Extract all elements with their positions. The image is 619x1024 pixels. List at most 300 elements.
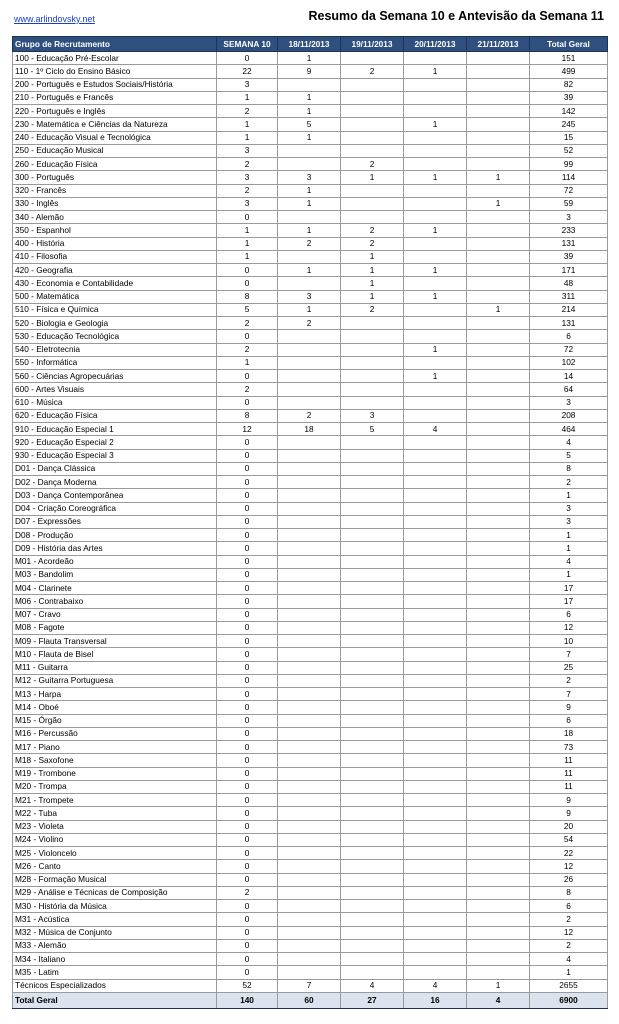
value-cell (278, 900, 341, 913)
value-cell (467, 886, 530, 899)
column-header: 19/11/2013 (341, 37, 404, 52)
value-cell: 1 (467, 197, 530, 210)
column-header: 18/11/2013 (278, 37, 341, 52)
value-cell: 25 (530, 661, 608, 674)
group-cell: M20 - Trompa (13, 780, 217, 793)
value-cell: 2 (530, 674, 608, 687)
value-cell: 3 (217, 144, 278, 157)
group-cell: 210 - Português e Francês (13, 91, 217, 104)
table-row (13, 727, 608, 740)
value-cell (341, 144, 404, 157)
value-cell: 0 (217, 608, 278, 621)
group-cell: M01 - Acordeão (13, 555, 217, 568)
value-cell (341, 197, 404, 210)
value-cell: 3 (217, 197, 278, 210)
value-cell: 2 (278, 317, 341, 330)
value-cell (341, 184, 404, 197)
group-cell: 430 - Economia e Contabilidade (13, 277, 217, 290)
value-cell: 0 (217, 900, 278, 913)
table-row (13, 184, 608, 197)
table-row (13, 462, 608, 475)
table-row (13, 674, 608, 687)
value-cell: 1 (278, 131, 341, 144)
table-row (13, 330, 608, 343)
value-cell (404, 847, 467, 860)
value-cell (467, 449, 530, 462)
value-cell (467, 78, 530, 91)
value-cell: 7 (530, 688, 608, 701)
value-cell (278, 277, 341, 290)
value-cell (278, 767, 341, 780)
value-cell (341, 462, 404, 475)
value-cell (278, 356, 341, 369)
value-cell (341, 833, 404, 846)
value-cell: 1 (530, 489, 608, 502)
value-cell: 102 (530, 356, 608, 369)
value-cell: 22 (530, 847, 608, 860)
value-cell (404, 767, 467, 780)
value-cell: 311 (530, 290, 608, 303)
value-cell (341, 542, 404, 555)
value-cell: 48 (530, 277, 608, 290)
value-cell (467, 317, 530, 330)
table-row (13, 171, 608, 184)
value-cell (404, 529, 467, 542)
value-cell: 1 (217, 131, 278, 144)
value-cell (341, 396, 404, 409)
table-row (13, 65, 608, 78)
value-cell: 8 (530, 462, 608, 475)
table-row (13, 926, 608, 939)
value-cell: 39 (530, 250, 608, 263)
value-cell: 59 (530, 197, 608, 210)
table-row (13, 383, 608, 396)
value-cell (467, 370, 530, 383)
value-cell: 0 (217, 264, 278, 277)
value-cell: 22 (217, 65, 278, 78)
value-cell (467, 754, 530, 767)
value-cell: 7 (278, 979, 341, 992)
value-cell (467, 91, 530, 104)
value-cell (278, 621, 341, 634)
value-cell: 4 (467, 992, 530, 1008)
value-cell (278, 820, 341, 833)
table-row (13, 52, 608, 65)
value-cell: 0 (217, 211, 278, 224)
value-cell (404, 661, 467, 674)
value-cell: 151 (530, 52, 608, 65)
value-cell: 8 (530, 886, 608, 899)
value-cell: 1 (467, 171, 530, 184)
value-cell: 1 (278, 224, 341, 237)
value-cell: 18 (278, 423, 341, 436)
table-row (13, 595, 608, 608)
value-cell: 0 (217, 52, 278, 65)
value-cell (404, 635, 467, 648)
group-cell: 610 - Música (13, 396, 217, 409)
value-cell (341, 131, 404, 144)
value-cell: 0 (217, 449, 278, 462)
value-cell (404, 317, 467, 330)
value-cell: 1 (278, 264, 341, 277)
value-cell: 3 (278, 171, 341, 184)
value-cell (278, 780, 341, 793)
value-cell: 0 (217, 370, 278, 383)
value-cell: 9 (530, 807, 608, 820)
page-header (0, 0, 619, 36)
value-cell: 11 (530, 780, 608, 793)
table-row (13, 714, 608, 727)
value-cell: 39 (530, 91, 608, 104)
value-cell: 1 (404, 370, 467, 383)
group-cell: 600 - Artes Visuais (13, 383, 217, 396)
value-cell (341, 476, 404, 489)
value-cell (404, 714, 467, 727)
table-row (13, 211, 608, 224)
value-cell (278, 807, 341, 820)
group-cell: 260 - Educação Física (13, 158, 217, 171)
value-cell: 26 (530, 873, 608, 886)
value-cell: 0 (217, 674, 278, 687)
value-cell: 0 (217, 330, 278, 343)
table-row (13, 860, 608, 873)
group-cell: D02 - Dança Moderna (13, 476, 217, 489)
value-cell: 3 (530, 396, 608, 409)
value-cell (341, 847, 404, 860)
value-cell: 4 (530, 436, 608, 449)
value-cell (467, 489, 530, 502)
table-row (13, 621, 608, 634)
table-row (13, 568, 608, 581)
value-cell (404, 807, 467, 820)
value-cell (467, 343, 530, 356)
value-cell (341, 343, 404, 356)
value-cell (404, 608, 467, 621)
value-cell: 245 (530, 118, 608, 131)
value-cell (467, 701, 530, 714)
value-cell (404, 515, 467, 528)
value-cell (278, 555, 341, 568)
value-cell (278, 794, 341, 807)
value-cell: 1 (278, 197, 341, 210)
value-cell (404, 701, 467, 714)
group-cell: M10 - Flauta de Bisel (13, 648, 217, 661)
value-cell: 0 (217, 727, 278, 740)
column-header: 20/11/2013 (404, 37, 467, 52)
value-cell: 131 (530, 237, 608, 250)
value-cell: 0 (217, 515, 278, 528)
group-cell: M26 - Canto (13, 860, 217, 873)
group-cell: M08 - Fagote (13, 621, 217, 634)
value-cell (341, 449, 404, 462)
group-cell: M23 - Violeta (13, 820, 217, 833)
value-cell (404, 820, 467, 833)
value-cell: 14 (530, 370, 608, 383)
value-cell: 2 (217, 343, 278, 356)
value-cell (404, 582, 467, 595)
value-cell (467, 436, 530, 449)
value-cell (341, 701, 404, 714)
value-cell (467, 409, 530, 422)
value-cell: 0 (217, 794, 278, 807)
value-cell (341, 794, 404, 807)
value-cell (341, 913, 404, 926)
value-cell: 0 (217, 807, 278, 820)
value-cell: 0 (217, 529, 278, 542)
value-cell (404, 648, 467, 661)
value-cell (467, 873, 530, 886)
value-cell (278, 953, 341, 966)
value-cell (341, 330, 404, 343)
value-cell (404, 621, 467, 634)
value-cell: 3 (530, 502, 608, 515)
value-cell: 11 (530, 767, 608, 780)
value-cell (467, 926, 530, 939)
group-cell: D04 - Criação Coreográfica (13, 502, 217, 515)
value-cell (467, 608, 530, 621)
value-cell (467, 65, 530, 78)
table-row (13, 966, 608, 979)
value-cell (278, 78, 341, 91)
value-cell (467, 542, 530, 555)
value-cell: 1 (341, 264, 404, 277)
group-cell: M06 - Contrabaixo (13, 595, 217, 608)
value-cell: 1 (404, 65, 467, 78)
value-cell (467, 833, 530, 846)
value-cell (467, 383, 530, 396)
value-cell (278, 741, 341, 754)
value-cell (278, 449, 341, 462)
value-cell (404, 78, 467, 91)
table-row (13, 913, 608, 926)
value-cell: 1 (278, 105, 341, 118)
value-cell (341, 939, 404, 952)
value-cell (341, 91, 404, 104)
value-cell (341, 608, 404, 621)
value-cell: 0 (217, 873, 278, 886)
site-link[interactable]: www.arlindovsky.net (14, 14, 95, 24)
value-cell: 3 (530, 515, 608, 528)
table-row (13, 423, 608, 436)
value-cell: 1 (341, 277, 404, 290)
group-cell: 510 - Física e Química (13, 303, 217, 316)
value-cell: 15 (530, 131, 608, 144)
value-cell: 0 (217, 833, 278, 846)
value-cell: 54 (530, 833, 608, 846)
value-cell: 52 (217, 979, 278, 992)
value-cell: 1 (467, 303, 530, 316)
value-cell: 140 (217, 992, 278, 1008)
value-cell: 0 (217, 502, 278, 515)
group-cell: M21 - Trompete (13, 794, 217, 807)
value-cell: 1 (530, 966, 608, 979)
value-cell (278, 833, 341, 846)
table-row (13, 396, 608, 409)
value-cell (341, 356, 404, 369)
value-cell (341, 648, 404, 661)
value-cell: 2 (217, 184, 278, 197)
group-cell: 910 - Educação Especial 1 (13, 423, 217, 436)
value-cell: 8 (217, 409, 278, 422)
value-cell (278, 674, 341, 687)
group-cell: M19 - Trombone (13, 767, 217, 780)
value-cell (404, 939, 467, 952)
value-cell (404, 688, 467, 701)
value-cell (341, 741, 404, 754)
value-cell: 9 (530, 701, 608, 714)
value-cell: 2 (217, 105, 278, 118)
value-cell (404, 794, 467, 807)
group-cell: 520 - Biologia e Geologia (13, 317, 217, 330)
table-row (13, 582, 608, 595)
value-cell: 0 (217, 542, 278, 555)
value-cell (341, 211, 404, 224)
value-cell: 17 (530, 582, 608, 595)
value-cell: 2 (217, 158, 278, 171)
value-cell (467, 356, 530, 369)
value-cell (467, 648, 530, 661)
value-cell: 0 (217, 714, 278, 727)
value-cell (467, 131, 530, 144)
value-cell (404, 873, 467, 886)
table-row (13, 807, 608, 820)
value-cell (467, 807, 530, 820)
value-cell (278, 595, 341, 608)
value-cell: 4 (341, 979, 404, 992)
value-cell: 20 (530, 820, 608, 833)
value-cell (278, 966, 341, 979)
value-cell: 142 (530, 105, 608, 118)
value-cell (467, 158, 530, 171)
group-cell: 320 - Francês (13, 184, 217, 197)
group-cell: M09 - Flauta Transversal (13, 635, 217, 648)
value-cell: 1 (341, 171, 404, 184)
table-row (13, 436, 608, 449)
value-cell (278, 211, 341, 224)
value-cell (404, 555, 467, 568)
value-cell: 1 (404, 224, 467, 237)
value-cell (341, 78, 404, 91)
value-cell: 10 (530, 635, 608, 648)
value-cell (278, 873, 341, 886)
value-cell: 2 (530, 476, 608, 489)
table-row (13, 873, 608, 886)
value-cell: 60 (278, 992, 341, 1008)
table-row (13, 409, 608, 422)
value-cell (467, 727, 530, 740)
value-cell (404, 144, 467, 157)
value-cell (341, 635, 404, 648)
value-cell (467, 847, 530, 860)
value-cell (341, 105, 404, 118)
value-cell (278, 250, 341, 263)
value-cell: 2 (217, 886, 278, 899)
value-cell: 0 (217, 939, 278, 952)
table-row (13, 290, 608, 303)
group-cell: 620 - Educação Física (13, 409, 217, 422)
value-cell: 1 (404, 264, 467, 277)
value-cell (278, 714, 341, 727)
value-cell: 2 (341, 303, 404, 316)
value-cell: 5 (530, 449, 608, 462)
value-cell (467, 423, 530, 436)
value-cell: 1 (341, 290, 404, 303)
group-cell: 400 - História (13, 237, 217, 250)
group-cell: D03 - Dança Contemporânea (13, 489, 217, 502)
value-cell (404, 476, 467, 489)
value-cell (467, 953, 530, 966)
value-cell (467, 290, 530, 303)
value-cell (278, 489, 341, 502)
group-cell: 200 - Português e Estudos Sociais/História (13, 78, 217, 91)
value-cell: 1 (217, 356, 278, 369)
value-cell (467, 780, 530, 793)
table-row (13, 886, 608, 899)
group-cell: 340 - Alemão (13, 211, 217, 224)
group-cell: 420 - Geografia (13, 264, 217, 277)
value-cell (467, 462, 530, 475)
value-cell: 0 (217, 436, 278, 449)
value-cell: 233 (530, 224, 608, 237)
group-cell: 410 - Filosofia (13, 250, 217, 263)
group-cell: M04 - Clarinete (13, 582, 217, 595)
value-cell: 6 (530, 714, 608, 727)
value-cell (404, 568, 467, 581)
value-cell: 12 (530, 926, 608, 939)
value-cell (341, 317, 404, 330)
value-cell (467, 582, 530, 595)
value-cell (467, 767, 530, 780)
table-row (13, 900, 608, 913)
table-row (13, 741, 608, 754)
table-row (13, 661, 608, 674)
table-row (13, 515, 608, 528)
value-cell (341, 953, 404, 966)
group-cell: D07 - Expressões (13, 515, 217, 528)
value-cell (404, 462, 467, 475)
value-cell (341, 966, 404, 979)
value-cell (467, 237, 530, 250)
value-cell: 2 (217, 317, 278, 330)
group-cell: M28 - Formação Musical (13, 873, 217, 886)
value-cell: 1 (217, 224, 278, 237)
value-cell (278, 330, 341, 343)
value-cell: 6 (530, 900, 608, 913)
table-row (13, 197, 608, 210)
table-row (13, 131, 608, 144)
value-cell: 0 (217, 847, 278, 860)
value-cell: 9 (278, 65, 341, 78)
value-cell (467, 688, 530, 701)
value-cell: 52 (530, 144, 608, 157)
table-row (13, 820, 608, 833)
value-cell: 11 (530, 754, 608, 767)
table-row (13, 264, 608, 277)
value-cell (467, 661, 530, 674)
group-cell: M31 - Acústica (13, 913, 217, 926)
group-cell: 330 - Inglês (13, 197, 217, 210)
value-cell (278, 913, 341, 926)
value-cell (341, 807, 404, 820)
value-cell (341, 595, 404, 608)
table-row (13, 608, 608, 621)
value-cell: 2655 (530, 979, 608, 992)
value-cell: 1 (341, 250, 404, 263)
value-cell (404, 356, 467, 369)
value-cell (404, 886, 467, 899)
value-cell: 0 (217, 966, 278, 979)
value-cell: 18 (530, 727, 608, 740)
